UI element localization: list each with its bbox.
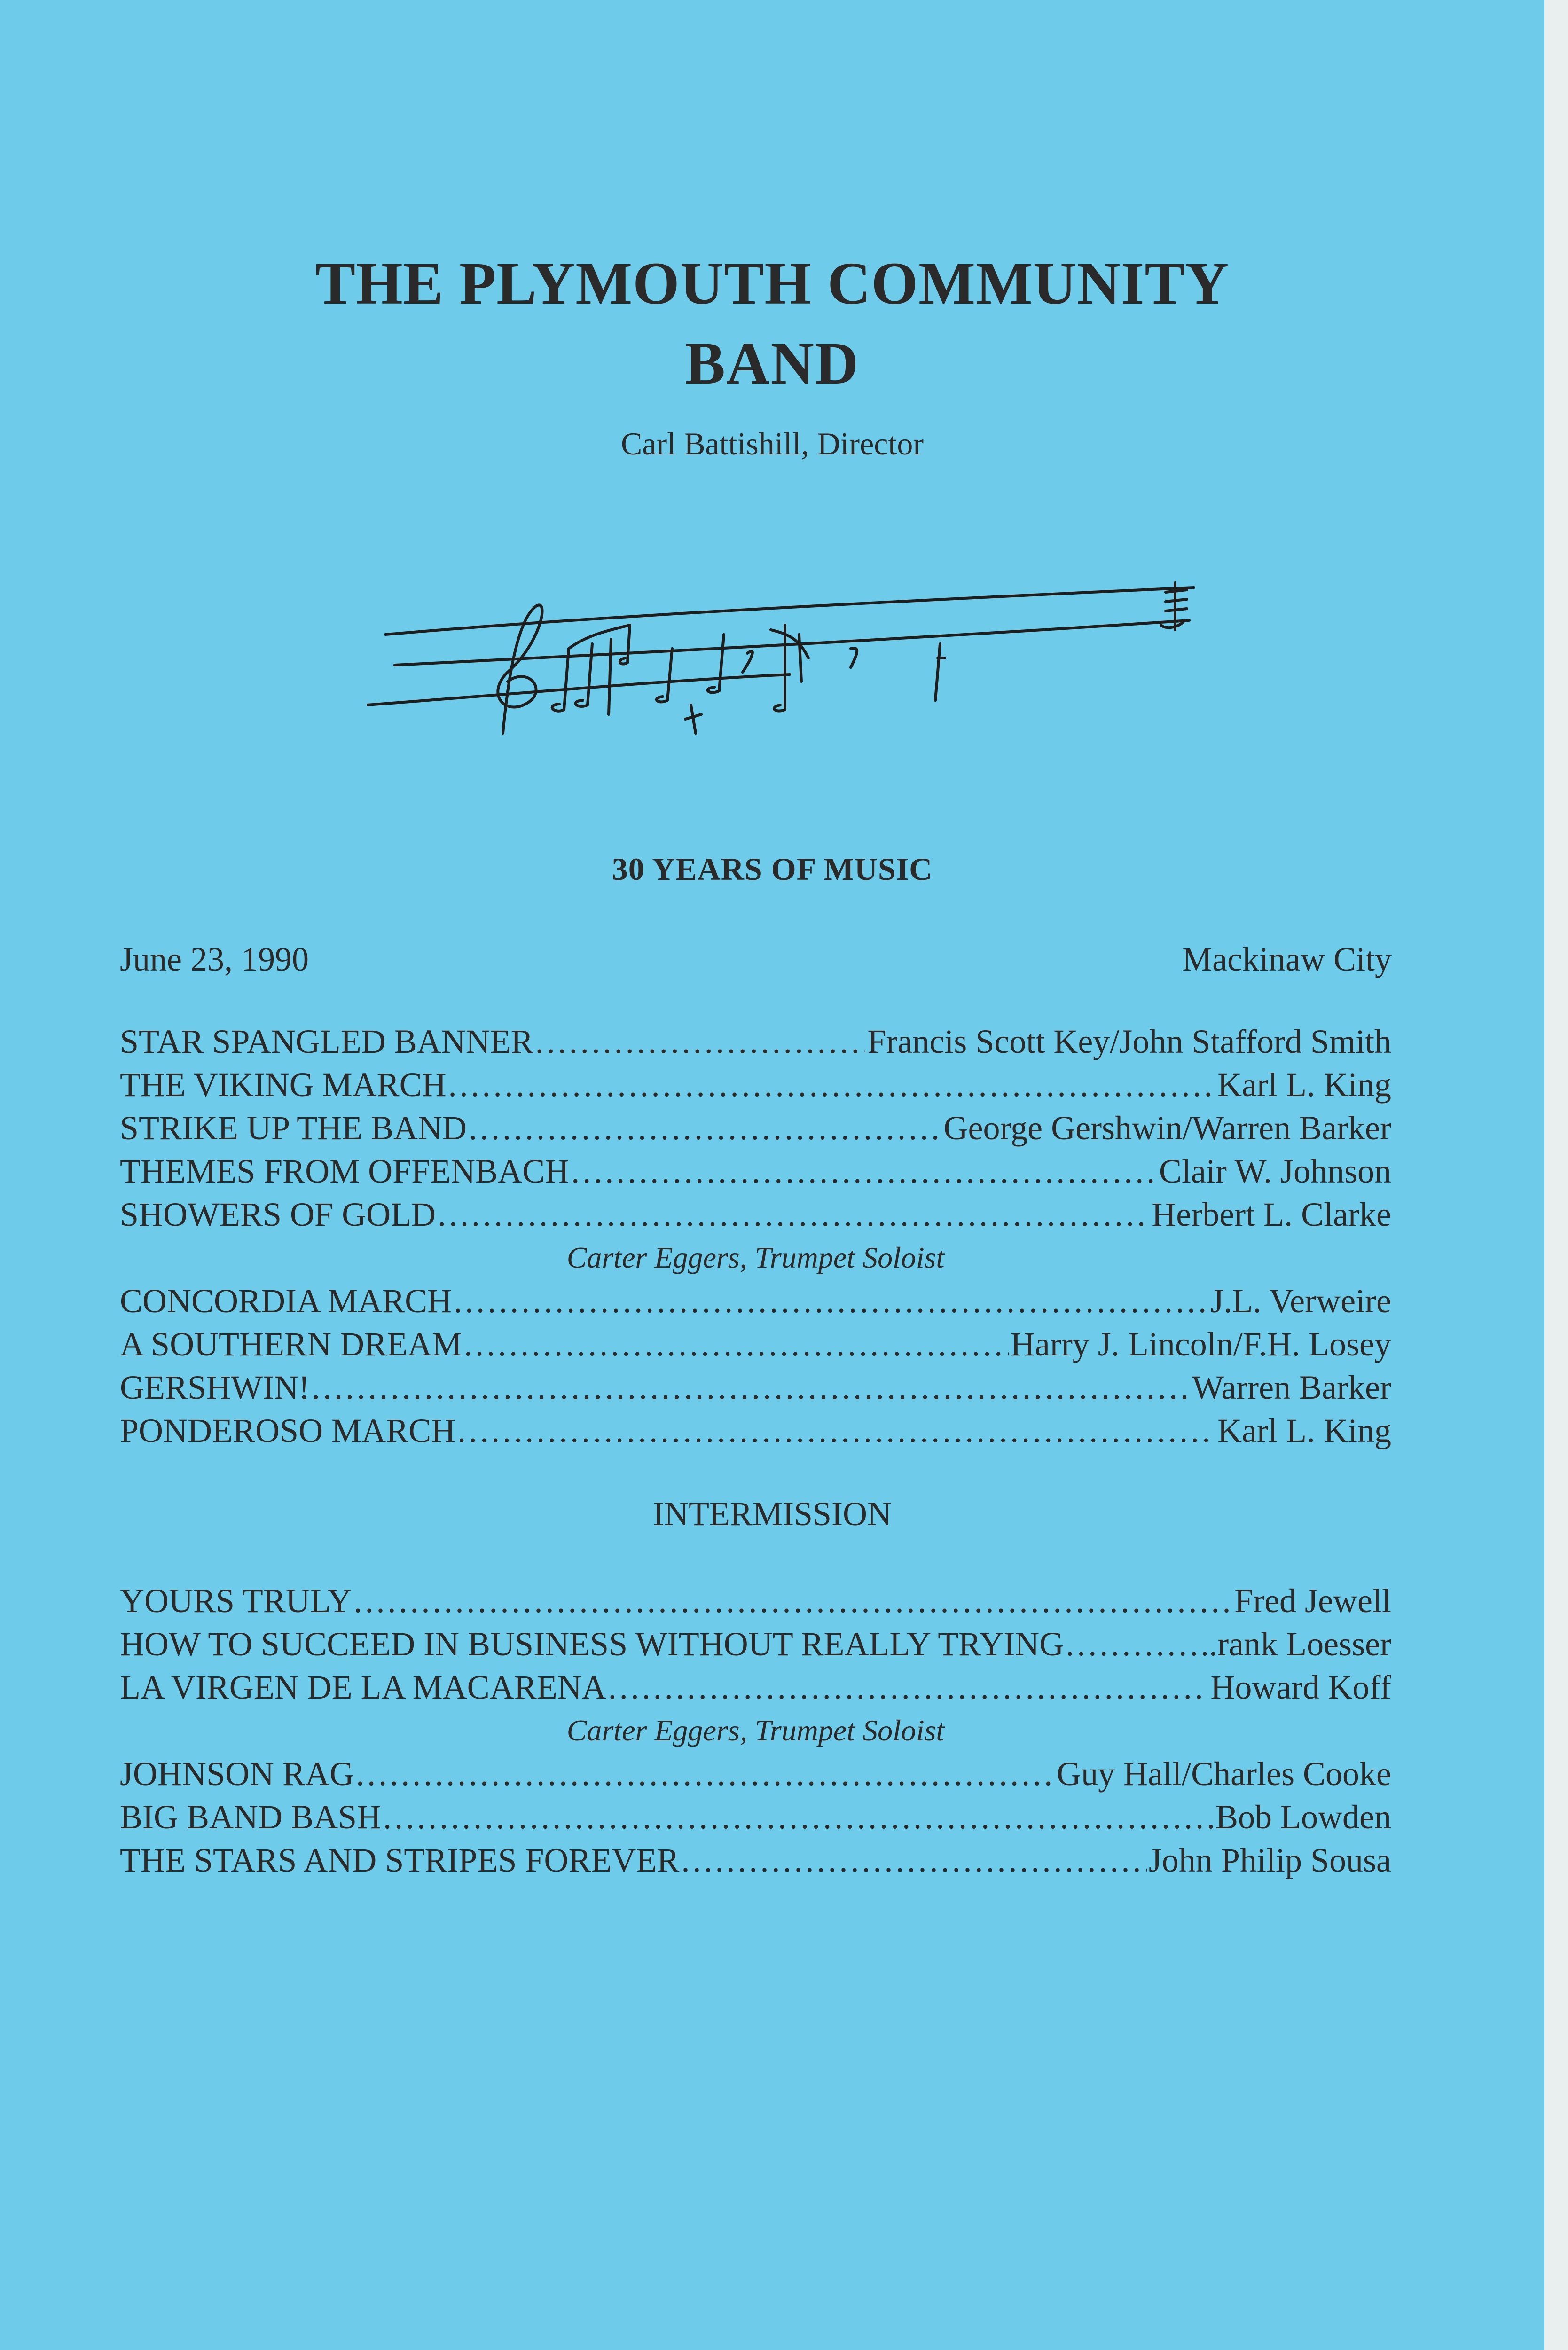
piece-title: THEMES FROM OFFENBACH xyxy=(120,1152,570,1190)
program-row xyxy=(120,1839,1391,1882)
program-row xyxy=(120,1752,1391,1795)
piece-title: STRIKE UP THE BAND xyxy=(120,1109,467,1147)
dot-leader xyxy=(448,1063,1215,1106)
piece-composer: Bob Lowden xyxy=(1215,1798,1391,1836)
program-row xyxy=(120,1106,1391,1150)
dot-leader xyxy=(356,1752,1055,1795)
band-title-line2: BAND xyxy=(685,330,860,397)
dot-leader xyxy=(681,1839,1146,1882)
piece-composer: John Philip Sousa xyxy=(1148,1841,1391,1879)
program-row xyxy=(120,1579,1391,1622)
dot-leader xyxy=(464,1323,1009,1366)
program-row xyxy=(120,1622,1391,1666)
piece-composer: Karl L. King xyxy=(1217,1412,1391,1449)
piece-composer: Fred Jewell xyxy=(1234,1582,1391,1620)
program-row xyxy=(120,1409,1391,1452)
program-list-part2 xyxy=(120,1579,1391,1882)
concert-location: Mackinaw City xyxy=(1182,940,1392,978)
piece-composer: Howard Koff xyxy=(1210,1668,1391,1706)
program-row xyxy=(120,1795,1391,1839)
piece-title: HOW TO SUCCEED IN BUSINESS WITHOUT REALLY TRYING xyxy=(120,1625,1064,1663)
dot-leader xyxy=(535,1020,866,1063)
page-margin xyxy=(1544,0,1568,2350)
piece-composer: ..rank Loesser xyxy=(1200,1625,1391,1663)
piece-title: THE STARS AND STRIPES FOREVER xyxy=(120,1841,680,1879)
dot-leader xyxy=(312,1366,1190,1409)
dot-leader xyxy=(571,1150,1157,1193)
piece-title: BIG BAND BASH xyxy=(120,1798,382,1836)
program-row xyxy=(120,1193,1391,1236)
piece-title: PONDEROSO MARCH xyxy=(120,1412,456,1449)
piece-composer: Francis Scott Key/John Stafford Smith xyxy=(867,1023,1391,1060)
piece-title: GERSHWIN! xyxy=(120,1369,310,1406)
program-list-part1 xyxy=(120,1020,1391,1452)
program-row xyxy=(120,1323,1391,1366)
piece-title: SHOWERS OF GOLD xyxy=(120,1196,436,1233)
piece-composer: Clair W. Johnson xyxy=(1159,1152,1391,1190)
piece-title: CONCORDIA MARCH xyxy=(120,1282,452,1320)
piece-title: STAR SPANGLED BANNER xyxy=(120,1023,533,1060)
piece-title: JOHNSON RAG xyxy=(120,1755,354,1793)
dot-leader xyxy=(1066,1622,1199,1666)
program-row xyxy=(120,1366,1391,1409)
piece-title: A SOUTHERN DREAM xyxy=(120,1325,463,1363)
piece-title: YOURS TRULY xyxy=(120,1582,352,1620)
program-row xyxy=(120,1150,1391,1193)
dot-leader xyxy=(457,1409,1215,1452)
dot-leader xyxy=(608,1666,1209,1709)
program-row xyxy=(120,1666,1391,1709)
band-title-line1: THE PLYMOUTH COMMUNITY xyxy=(315,250,1230,317)
piece-composer: Herbert L. Clarke xyxy=(1152,1196,1391,1233)
concert-subtitle: 30 YEARS OF MUSIC xyxy=(612,851,933,887)
hand-drawn-music-staff-icon xyxy=(367,564,1213,761)
program-row xyxy=(120,1063,1391,1106)
soloist-credit: Carter Eggers, Trumpet Soloist xyxy=(566,1714,945,1747)
dot-leader xyxy=(383,1795,1214,1839)
dot-leader xyxy=(438,1193,1150,1236)
dot-leader xyxy=(454,1279,1208,1323)
director-credit: Carl Battishill, Director xyxy=(621,426,924,462)
piece-composer: Guy Hall/Charles Cooke xyxy=(1057,1755,1391,1793)
intermission-heading: INTERMISSION xyxy=(652,1495,892,1533)
piece-composer: Warren Barker xyxy=(1192,1369,1391,1406)
soloist-credit: Carter Eggers, Trumpet Soloist xyxy=(566,1241,945,1274)
piece-composer: J.L. Verweire xyxy=(1210,1282,1391,1320)
piece-composer: Karl L. King xyxy=(1217,1066,1391,1104)
dot-leader xyxy=(354,1579,1233,1622)
piece-composer: Harry J. Lincoln/F.H. Losey xyxy=(1010,1325,1391,1363)
piece-title: THE VIKING MARCH xyxy=(120,1066,447,1104)
program-row xyxy=(120,1279,1391,1323)
piece-composer: George Gershwin/Warren Barker xyxy=(943,1109,1391,1147)
program-row xyxy=(120,1020,1391,1063)
dot-leader xyxy=(469,1106,941,1150)
concert-date: June 23, 1990 xyxy=(120,940,309,978)
piece-title: LA VIRGEN DE LA MACARENA xyxy=(120,1668,606,1706)
